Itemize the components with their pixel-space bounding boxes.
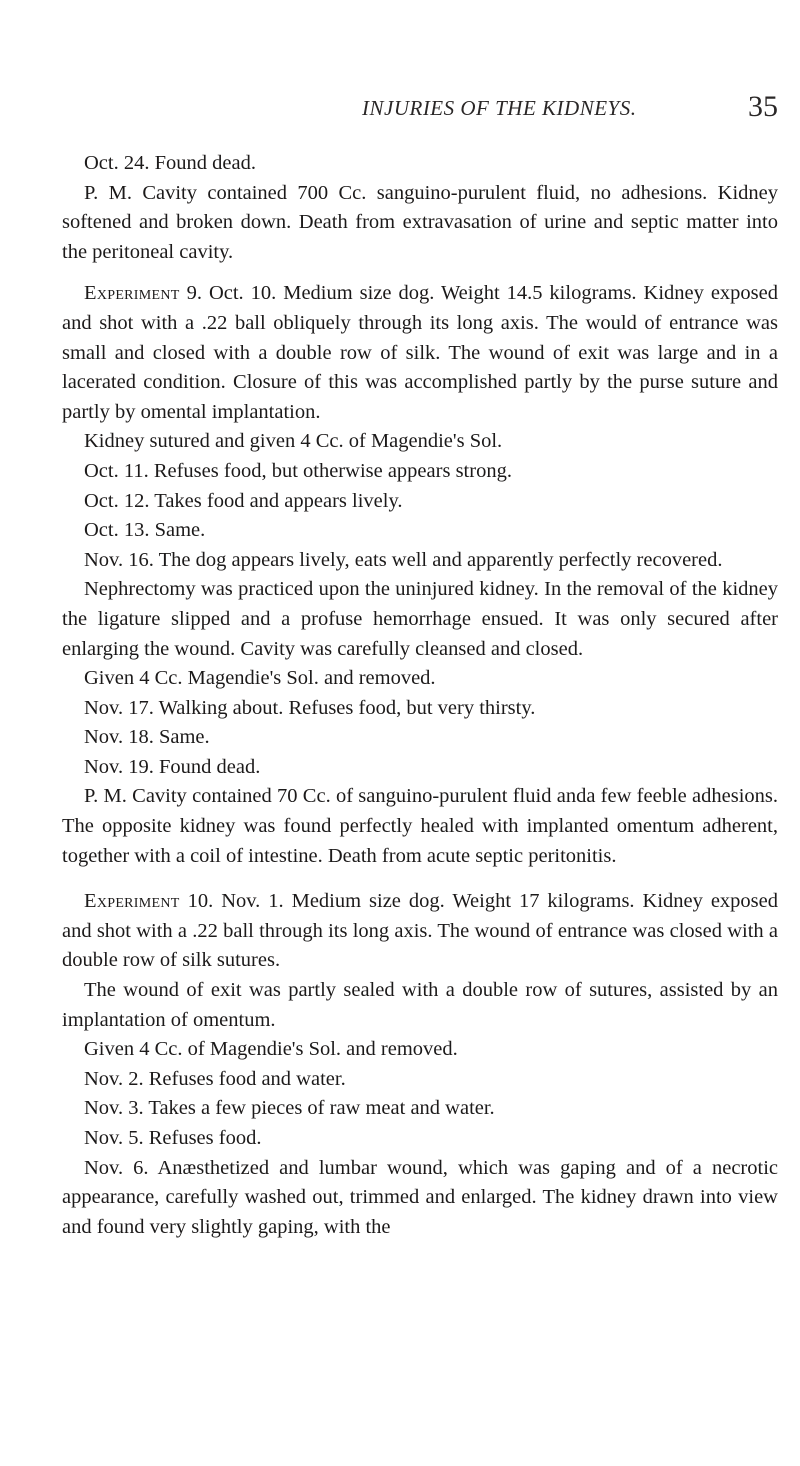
paragraph: Nov. 3. Takes a few pieces of raw meat and water. xyxy=(84,1097,495,1120)
paragraph: Nephrectomy was practiced upon the uninjured kidney. In the removal of the kidney the ligature slipped and a profuse hemorrhage ensued. It was only secured after enlarging the wound. Cavity was carefully cleansed and closed. xyxy=(62,578,778,660)
running-head xyxy=(62,90,778,136)
paragraph: Oct. 12. Takes food and appears lively. xyxy=(84,489,403,512)
experiment-heading-word: Experiment xyxy=(84,890,180,913)
paragraph: P. M. Cavity contained 700 Cc. sanguino-purulent fluid, no adhesions. Kidney softened and broken down. Death from extravasation of urine and septic matter into the peritoneal cavity. xyxy=(62,181,778,263)
paragraph: Nov. 18. Same. xyxy=(84,726,210,749)
paragraph: Nov. 2. Refuses food and water. xyxy=(84,1067,346,1090)
paragraph: Nov. 16. The dog appears lively, eats well and apparently perfectly recovered. xyxy=(84,548,723,571)
paragraph: Given 4 Cc. of Magendie's Sol. and removed. xyxy=(84,1038,458,1061)
paragraph: P. M. Cavity contained 70 Cc. of sanguino-purulent fluid anda few feeble adhesions. The opposite kidney was found perfectly healed with implanted omentum adherent, together with a coil of intestine. Death from acute septic peritonitis. xyxy=(62,785,778,867)
paragraph: Nov. 19. Found dead. xyxy=(84,755,261,778)
paragraph: The wound of exit was partly sealed with a double row of sutures, assisted by an implantation of omentum. xyxy=(62,979,778,1031)
paragraph: Oct. 24. Found dead. xyxy=(84,152,256,174)
paragraph: Nov. 5. Refuses food. xyxy=(84,1127,262,1149)
page-number: 35 xyxy=(748,90,778,123)
paragraph-experiment-10: Experiment 10. Nov. 1. Medium size dog. Weight 17 kilograms. Kidney exposed and shot with a .22 ball through its long axis. The wound of entrance was closed with a double row of silk sutures. xyxy=(62,890,778,972)
paragraph: Nov. 6. Anæsthetized and lumbar wound, which was gaping and of a necrotic appearance, carefully washed out, trimmed and enlarged. The kidney drawn into view and found very slightly gaping, with the xyxy=(62,1156,778,1238)
body-text xyxy=(62,149,778,1242)
paragraph: Kidney sutured and given 4 Cc. of Magendie's Sol. xyxy=(84,430,503,453)
paragraph: Oct. 13. Same. xyxy=(84,519,206,542)
paragraph: Given 4 Cc. Magendie's Sol. and removed. xyxy=(84,667,436,690)
paragraph-experiment-9: Experiment 9. Oct. 10. Medium size dog. Weight 14.5 kilograms. Kidney exposed and shot with a .22 ball obliquely through its long axis. The would of entrance was small and closed with a double row of silk. The wound of exit was large and in a lacerated condition. Closure of this was accomplished partly by the purse suture and partly by omental implantation. xyxy=(62,282,778,423)
paragraph: Oct. 11. Refuses food, but otherwise appears strong. xyxy=(84,459,512,482)
experiment-heading-word: Experiment xyxy=(84,282,180,305)
running-title: INJURIES OF THE KIDNEYS. xyxy=(362,96,637,120)
paragraph: Nov. 17. Walking about. Refuses food, but very thirsty. xyxy=(84,696,536,719)
